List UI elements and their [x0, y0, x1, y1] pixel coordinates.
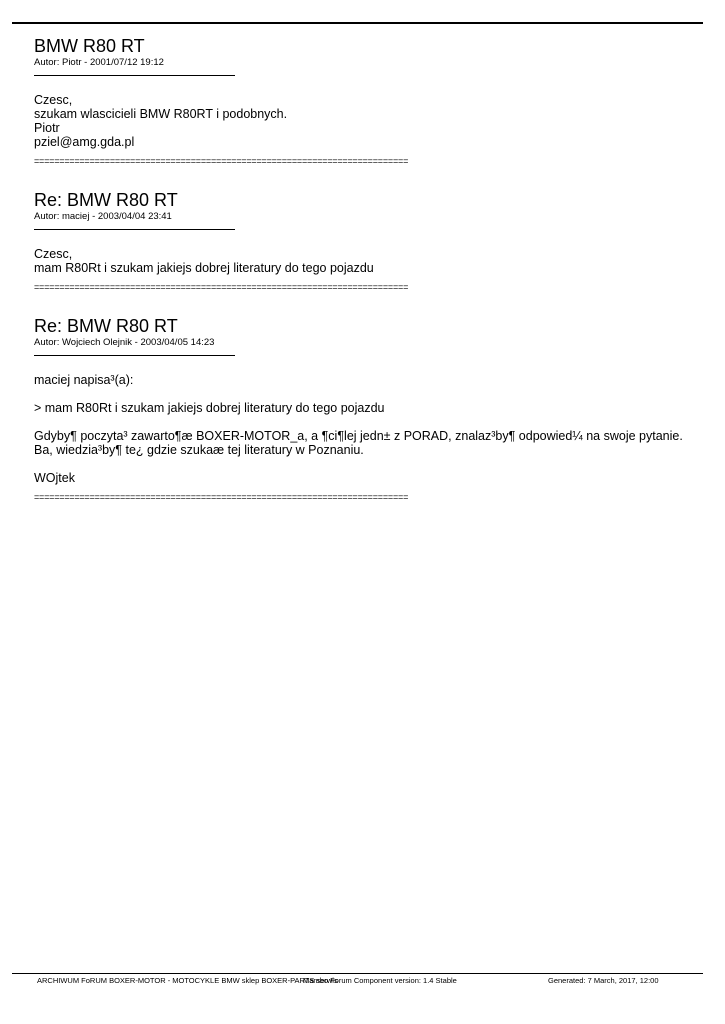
body-line: mam R80Rt i szukam jakiejs dobrej literatury do tego pojazdu — [34, 261, 374, 275]
header-divider — [34, 75, 235, 76]
post-3 — [34, 316, 694, 502]
body-paragraph: Gdyby¶ poczyta³ zawarto¶æ BOXER-MOTOR_a, a ¶ci¶lej jedn± z PORAD, znalaz³by¶ odpowied¼ na swoje pytanie. Ba, wiedzia³by¶ te¿ gdzie szukaæ tej literatury w Poznaniu. — [34, 429, 687, 457]
post-separator: ========================================================================== — [34, 282, 409, 292]
post-body — [34, 373, 694, 485]
post-title: Re: BMW R80 RT — [34, 316, 178, 336]
post-meta: Autor: Wojciech Olejnik - 2003/04/05 14:23 — [34, 337, 215, 348]
body-line: szukam wlascicieli BMW R80RT i podobnych. — [34, 107, 288, 121]
top-rule — [12, 22, 703, 24]
post-meta: Autor: maciej - 2003/04/04 23:41 — [34, 211, 172, 222]
post-separator: ========================================================================== — [34, 156, 409, 166]
body-line: maciej napisa³(a): — [34, 373, 134, 387]
post-list — [34, 36, 694, 502]
footer-generated-date: Generated: 7 March, 2017, 12:00 — [548, 976, 659, 985]
body-line: pziel@amg.gda.pl — [34, 135, 135, 149]
footer-site-name: ARCHIWUM FoRUM BOXER-MOTOR - MOTOCYKLE BMW sklep BOXER-PARTS serwis — [37, 976, 338, 985]
post-title: BMW R80 RT — [34, 36, 145, 56]
post-1 — [34, 36, 694, 166]
post-2 — [34, 190, 694, 292]
post-body — [34, 247, 694, 275]
body-line: Piotr — [34, 121, 60, 135]
body-line: Czesc, — [34, 93, 73, 107]
signature: WOjtek — [34, 471, 75, 485]
footer-component-version: Mambo Forum Component version: 1.4 Stable — [303, 976, 457, 985]
header-divider — [34, 229, 235, 230]
post-separator: ========================================================================== — [34, 492, 409, 502]
post-meta: Autor: Piotr - 2001/07/12 19:12 — [34, 57, 164, 68]
post-body — [34, 93, 694, 149]
body-line: Czesc, — [34, 247, 73, 261]
footer-rule — [12, 973, 703, 974]
header-divider — [34, 355, 235, 356]
quoted-line: > mam R80Rt i szukam jakiejs dobrej literatury do tego pojazdu — [34, 401, 385, 415]
post-title: Re: BMW R80 RT — [34, 190, 178, 210]
